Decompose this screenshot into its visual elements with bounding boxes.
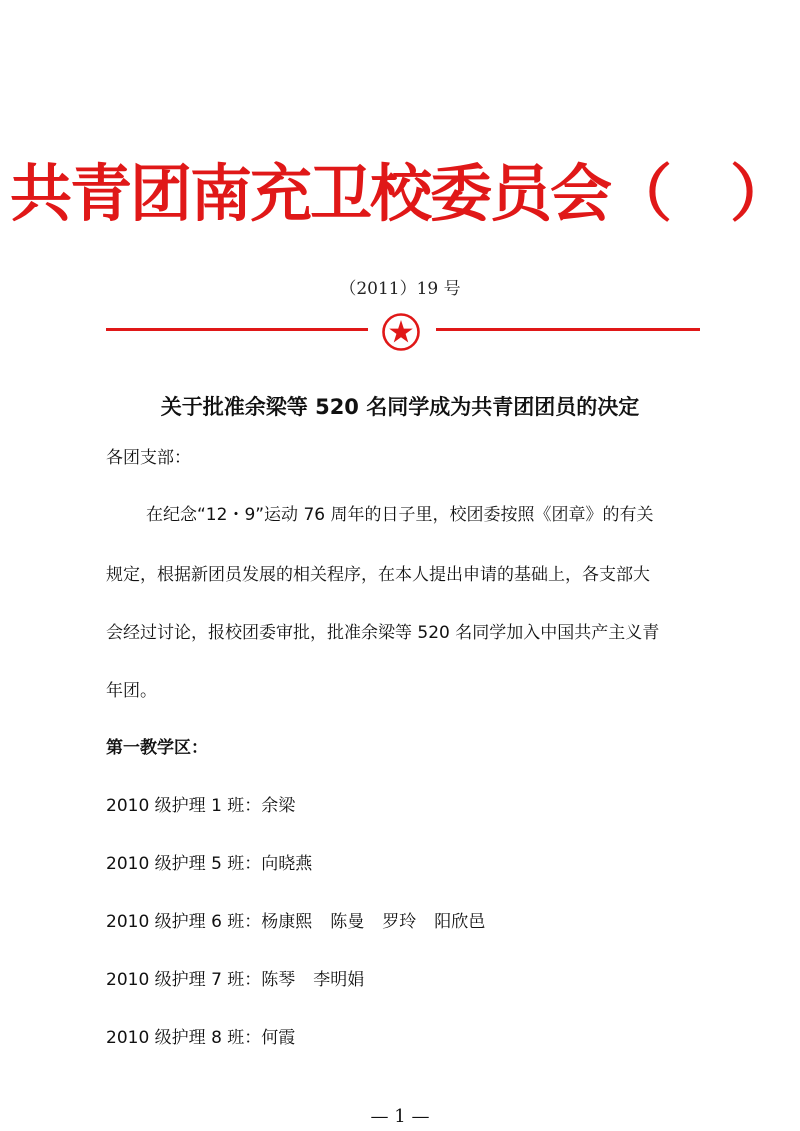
- body-paragraph-line: 会经过讨论，报校团委审批，批准余梁等 520 名同学加入中国共产主义青: [106, 623, 660, 643]
- document-title: 关于批准余梁等 520 名同学成为共青团团员的决定: [160, 395, 640, 419]
- organization-header: 共青团南充卫校委员会（ ）: [9, 157, 790, 230]
- class-name: 2010 级护理 6 班：: [106, 912, 262, 932]
- student-name: 何霞: [261, 1028, 296, 1048]
- class-row: [106, 793, 313, 819]
- class-name: 2010 级护理 5 班：: [106, 854, 262, 874]
- class-row: [106, 1025, 313, 1051]
- student-name: 杨康熙: [261, 912, 313, 932]
- salutation: 各团支部：: [106, 448, 191, 468]
- header-divider-left: [106, 328, 368, 331]
- class-name: 2010 级护理 1 班：: [106, 796, 262, 816]
- document-number: （2011）19 号: [339, 279, 461, 299]
- student-name: 阳欣邑: [434, 912, 486, 932]
- header-divider-right: [436, 328, 700, 331]
- page-number: — 1 —: [370, 1106, 430, 1127]
- body-paragraph-line: 在纪念“12・9”运动 76 周年的日子里，校团委按照《团章》的有关: [146, 505, 654, 525]
- red-star-icon: [381, 312, 421, 352]
- student-name: 陈琴: [261, 970, 296, 990]
- body-paragraph-line: 规定，根据新团员发展的相关程序，在本人提出申请的基础上，各支部大: [106, 565, 650, 585]
- student-name: 李明娟: [313, 970, 365, 990]
- class-name: 2010 级护理 7 班：: [106, 970, 262, 990]
- student-name: 余梁: [261, 796, 296, 816]
- class-row: [106, 909, 503, 935]
- class-row: [106, 851, 330, 877]
- student-name: 陈曼: [330, 912, 365, 932]
- student-name: 向晓燕: [261, 854, 313, 874]
- class-name: 2010 级护理 8 班：: [106, 1028, 262, 1048]
- body-paragraph-line: 年团。: [106, 681, 157, 701]
- section-heading: 第一教学区：: [106, 738, 208, 758]
- class-row: [106, 967, 382, 993]
- student-name: 罗玲: [382, 912, 417, 932]
